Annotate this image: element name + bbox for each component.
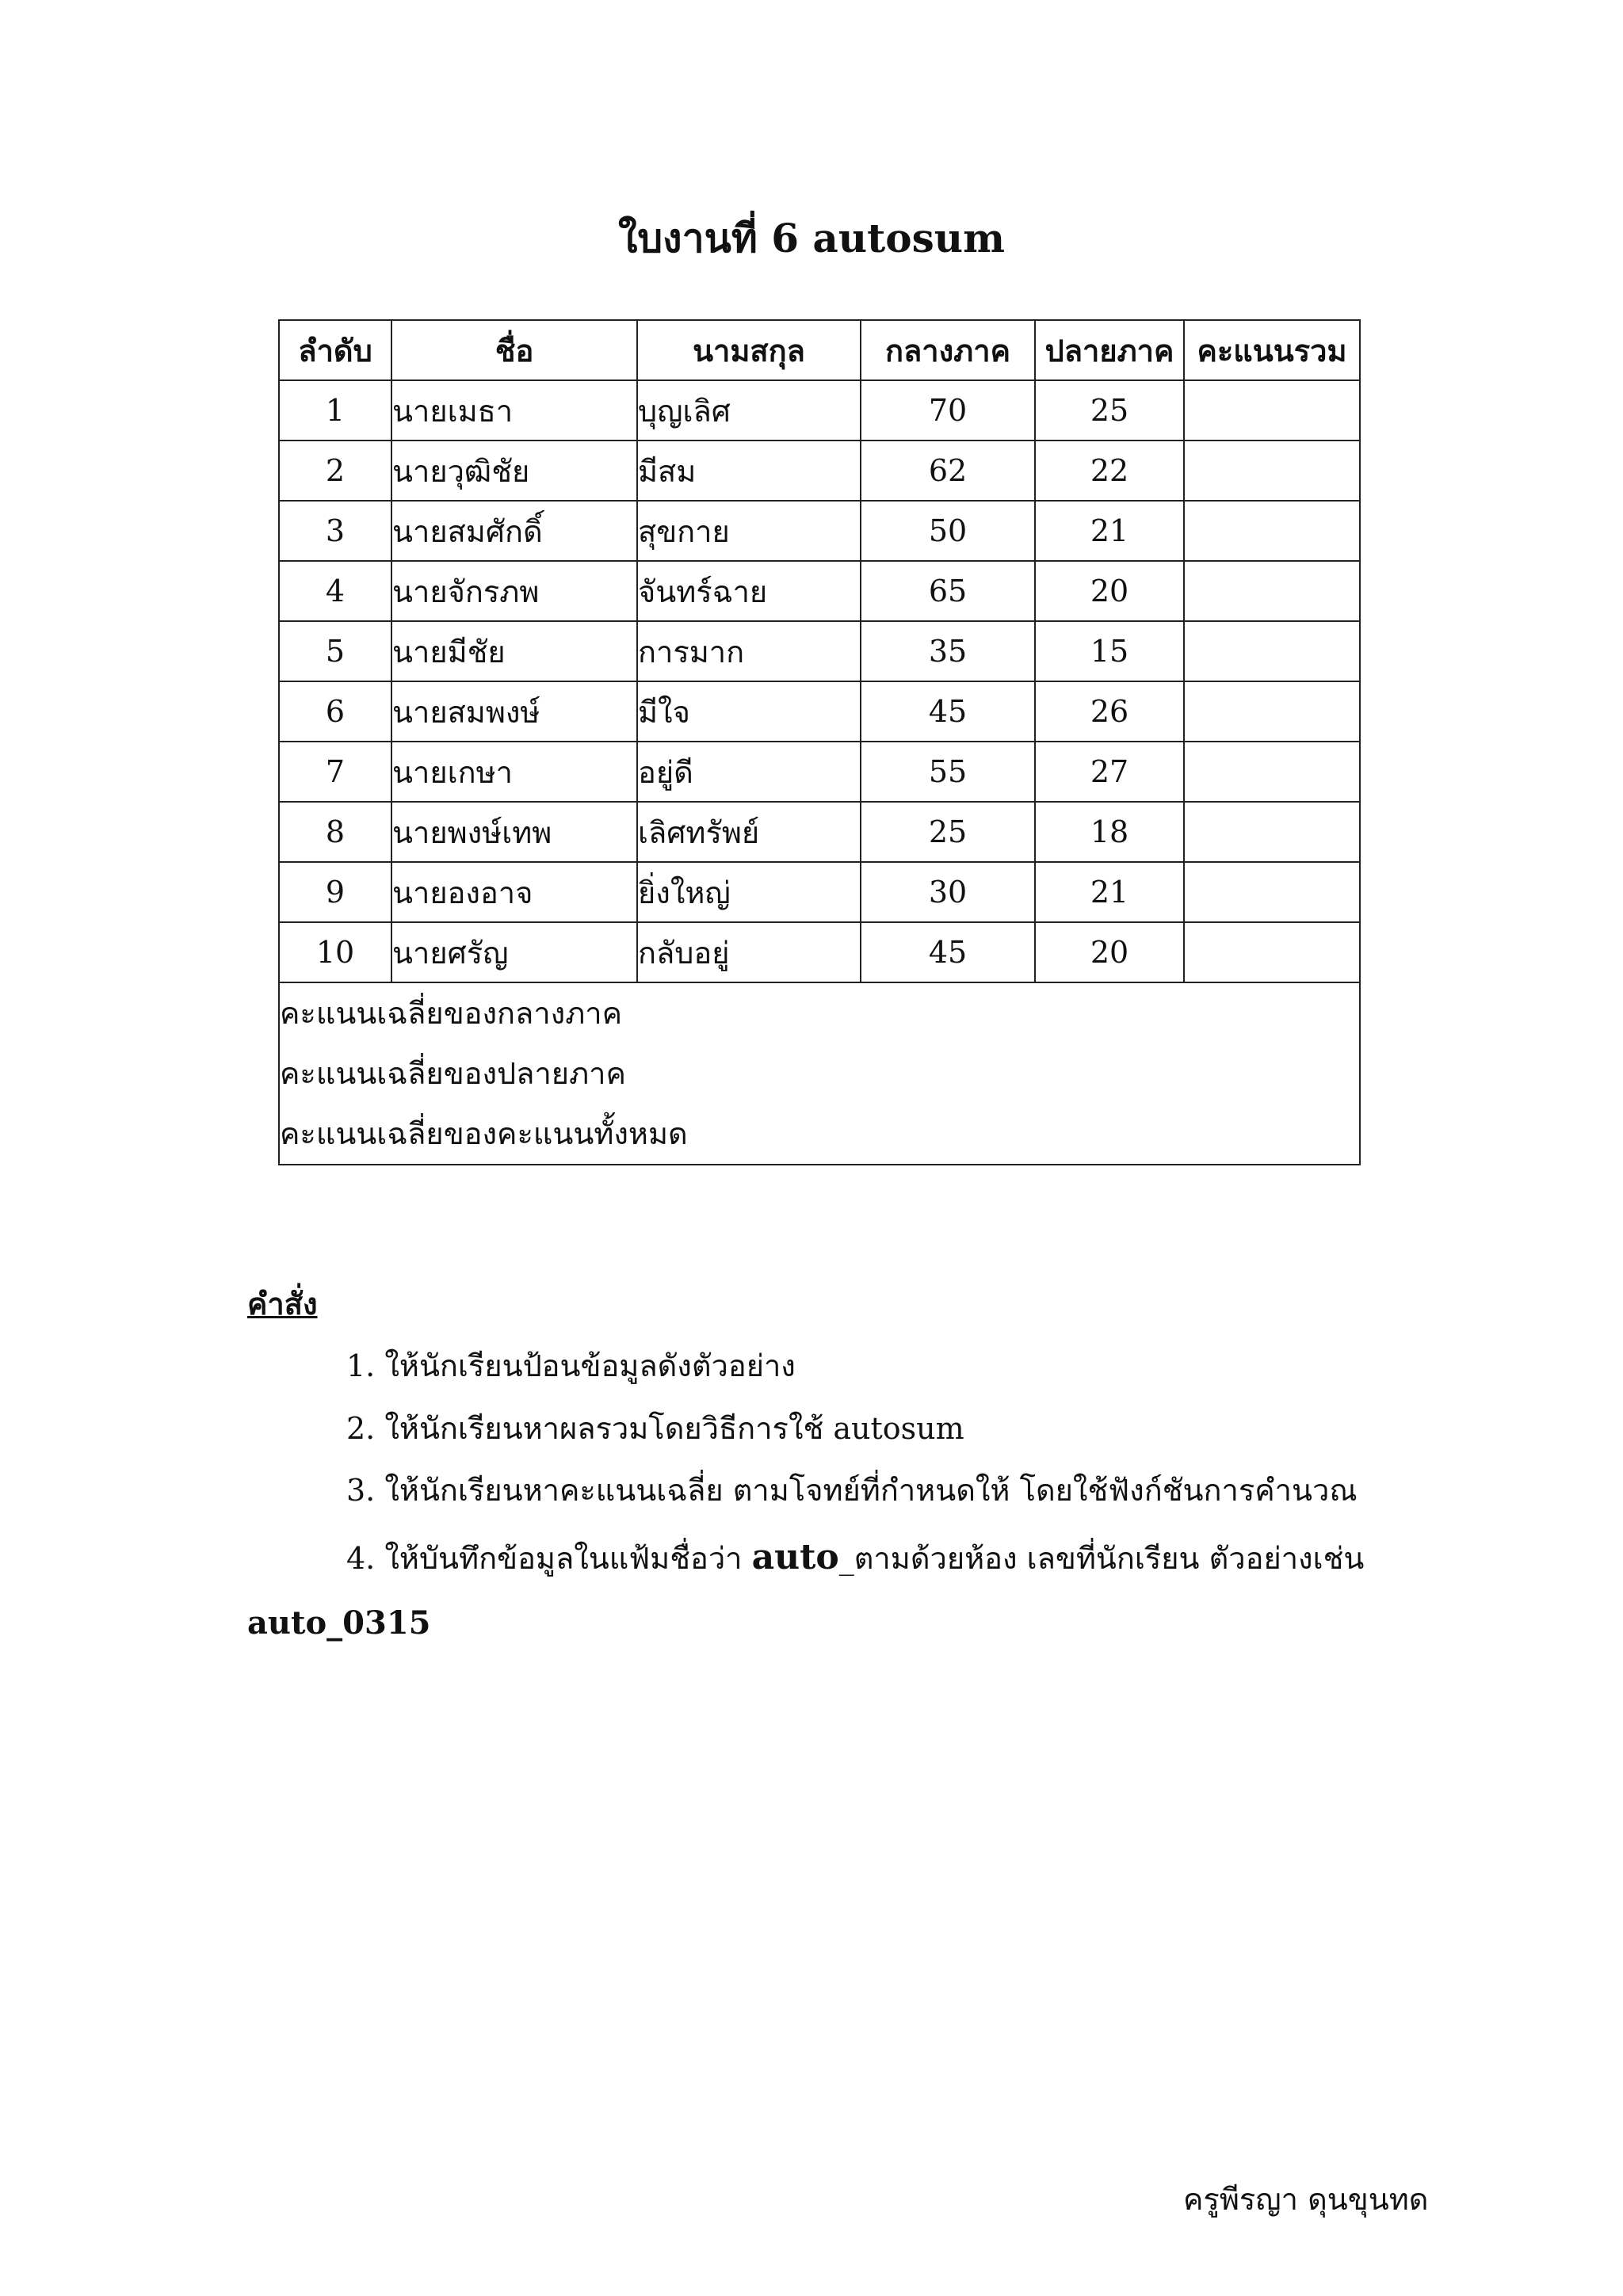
instruction-item-4-prefix: 4. ให้บันทึกข้อมูลในแฟ้มชื่อว่า xyxy=(346,1541,752,1576)
table-row xyxy=(279,501,1360,561)
instruction-item-1: 1. ให้นักเรียนป้อนข้อมูลดังตัวอย่าง xyxy=(346,1348,796,1383)
cell-name: นายจักรภพ xyxy=(391,561,637,621)
summary-row xyxy=(279,982,1360,1165)
header-name: ชื่อ xyxy=(391,320,637,380)
cell-final: 20 xyxy=(1035,561,1184,621)
summary-cell xyxy=(279,982,1360,1165)
cell-name: นายศรัญ xyxy=(391,922,637,982)
cell-no: 8 xyxy=(279,802,391,862)
cell-final: 20 xyxy=(1035,922,1184,982)
cell-total xyxy=(1184,501,1360,561)
header-final: ปลายภาค xyxy=(1035,320,1184,380)
cell-surname: สุขกาย xyxy=(637,501,861,561)
cell-midterm: 55 xyxy=(861,742,1035,802)
cell-surname: ยิ่งใหญ่ xyxy=(637,862,861,922)
table-header-row xyxy=(279,320,1360,380)
table-row xyxy=(279,742,1360,802)
cell-name: นายพงษ์เทพ xyxy=(391,802,637,862)
cell-midterm: 50 xyxy=(861,501,1035,561)
table-row xyxy=(279,802,1360,862)
cell-surname: กลับอยู่ xyxy=(637,922,861,982)
cell-total xyxy=(1184,681,1360,742)
table-row xyxy=(279,561,1360,621)
cell-final: 27 xyxy=(1035,742,1184,802)
cell-surname: การมาก xyxy=(637,621,861,681)
cell-surname: มีสม xyxy=(637,441,861,501)
summary-total-average: คะแนนเฉลี่ยของคะแนนทั้งหมด xyxy=(280,1116,688,1151)
cell-surname: จันทร์ฉาย xyxy=(637,561,861,621)
cell-midterm: 65 xyxy=(861,561,1035,621)
table-row xyxy=(279,621,1360,681)
cell-final: 21 xyxy=(1035,501,1184,561)
cell-name: นายเกษา xyxy=(391,742,637,802)
cell-total xyxy=(1184,441,1360,501)
instruction-item-2: 2. ให้นักเรียนหาผลรวมโดยวิธีการใช้ autosum xyxy=(346,1411,964,1446)
header-midterm: กลางภาค xyxy=(861,320,1035,380)
cell-midterm: 70 xyxy=(861,380,1035,441)
instruction-item-4-suffix: _ตามด้วยห้อง เลขที่นักเรียน ตัวอย่างเช่น xyxy=(838,1541,1365,1576)
cell-surname: บุญเลิศ xyxy=(637,380,861,441)
cell-name: นายองอาจ xyxy=(391,862,637,922)
cell-name: นายสมพงษ์ xyxy=(391,681,637,742)
cell-final: 25 xyxy=(1035,380,1184,441)
summary-final-average: คะแนนเฉลี่ยของปลายภาค xyxy=(280,1056,626,1091)
cell-midterm: 45 xyxy=(861,922,1035,982)
cell-final: 21 xyxy=(1035,862,1184,922)
cell-final: 18 xyxy=(1035,802,1184,862)
instruction-item-4 xyxy=(346,1534,1364,1582)
cell-midterm: 35 xyxy=(861,621,1035,681)
cell-midterm: 62 xyxy=(861,441,1035,501)
cell-total xyxy=(1184,922,1360,982)
cell-final: 15 xyxy=(1035,621,1184,681)
cell-total xyxy=(1184,802,1360,862)
cell-midterm: 25 xyxy=(861,802,1035,862)
cell-total xyxy=(1184,862,1360,922)
table-row xyxy=(279,862,1360,922)
cell-surname: อยู่ดี xyxy=(637,742,861,802)
cell-name: นายวุฒิชัย xyxy=(391,441,637,501)
cell-no: 2 xyxy=(279,441,391,501)
teacher-name: ครูพีรญา ดุนขุนทด xyxy=(1183,2182,1429,2217)
cell-no: 10 xyxy=(279,922,391,982)
instruction-item-3: 3. ให้นักเรียนหาคะแนนเฉลี่ย ตามโจทย์ที่กำหนดให้ โดยใช้ฟังก์ชันการคำนวณ xyxy=(346,1473,1358,1508)
cell-no: 4 xyxy=(279,561,391,621)
table-row xyxy=(279,922,1360,982)
summary-midterm-average: คะแนนเฉลี่ยของกลางภาค xyxy=(280,996,623,1031)
cell-name: นายสมศักดิ์ xyxy=(391,501,637,561)
cell-no: 9 xyxy=(279,862,391,922)
table-row xyxy=(279,441,1360,501)
table-row xyxy=(279,681,1360,742)
cell-total xyxy=(1184,380,1360,441)
cell-no: 5 xyxy=(279,621,391,681)
cell-no: 3 xyxy=(279,501,391,561)
header-no: ลำดับ xyxy=(279,320,391,380)
header-total: คะแนนรวม xyxy=(1184,320,1360,380)
cell-no: 7 xyxy=(279,742,391,802)
score-table xyxy=(278,319,1361,1165)
cell-total xyxy=(1184,561,1360,621)
cell-total xyxy=(1184,621,1360,681)
cell-no: 1 xyxy=(279,380,391,441)
cell-no: 6 xyxy=(279,681,391,742)
cell-final: 26 xyxy=(1035,681,1184,742)
cell-surname: มีใจ xyxy=(637,681,861,742)
header-surname: นามสกุล xyxy=(637,320,861,380)
instructions-heading: คำสั่ง xyxy=(247,1286,318,1322)
worksheet-title: ใบงานที่ 6 autosum xyxy=(618,215,1005,261)
cell-name: นายเมธา xyxy=(391,380,637,441)
cell-midterm: 45 xyxy=(861,681,1035,742)
cell-final: 22 xyxy=(1035,441,1184,501)
cell-total xyxy=(1184,742,1360,802)
table-row xyxy=(279,380,1360,441)
instruction-item-4-bold: auto xyxy=(751,1537,839,1577)
cell-midterm: 30 xyxy=(861,862,1035,922)
filename-example: auto_0315 xyxy=(247,1604,431,1642)
cell-surname: เลิศทรัพย์ xyxy=(637,802,861,862)
cell-name: นายมีชัย xyxy=(391,621,637,681)
